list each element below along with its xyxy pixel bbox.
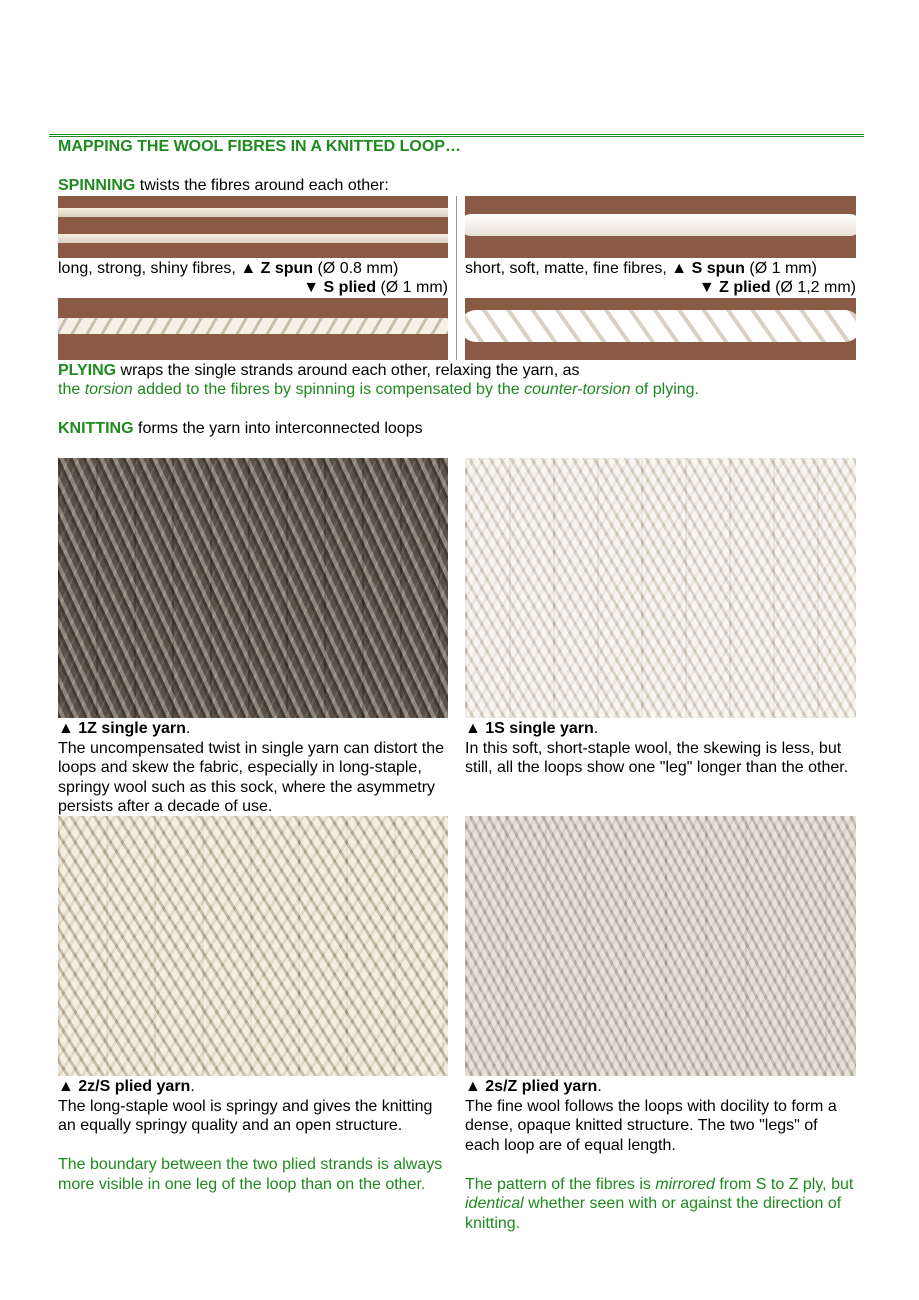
note-c: whether seen with or against the direction of knitting. [465, 1195, 842, 1232]
knit-2zs-plied-photo [58, 816, 448, 1076]
knit-1s-single-photo [465, 458, 856, 718]
torsion-term: torsion [84, 381, 133, 398]
caption-1s-body: In this soft, short-staple wool, the skewing is less, but still, all the loops show one "leg" longer than the other. [465, 739, 849, 776]
mirrored-term: mirrored [655, 1175, 715, 1193]
note-b: from S to Z ply, but [714, 1175, 854, 1193]
knit-2sz-plied-photo [465, 816, 856, 1076]
knitting-text: forms the yarn into interconnected loops [133, 420, 423, 437]
left-ply-diameter: (Ø 1 mm) [376, 279, 448, 296]
header-rule-top [49, 134, 864, 135]
caption-2sz-note [465, 1175, 856, 1234]
caption-2sz-title: ▲ 2s/Z plied yarn [465, 1078, 598, 1095]
left-spec-bold: Z spun [260, 260, 314, 277]
plying-line2-a: the [58, 381, 85, 398]
plying-line2 [58, 380, 699, 400]
right-yarn-spec-line1 [465, 259, 817, 279]
right-spec-diameter: (Ø 1 mm) [744, 260, 817, 277]
right-ply-bold: ▼ Z plied [698, 279, 771, 296]
page-title: MAPPING THE WOOL FIBRES IN A KNITTED LOOP… [58, 138, 461, 155]
right-ply-diameter: (Ø 1,2 mm) [770, 279, 856, 296]
knitting-keyword: KNITTING [58, 420, 134, 437]
left-spec-diameter: (Ø 0.8 mm) [313, 260, 399, 277]
plying-text: wraps the single strands around each other, relaxing the yarn, as [116, 362, 580, 379]
note-a: The pattern of the fibres is [465, 1175, 656, 1193]
spinning-text: twists the fibres around each other: [135, 177, 389, 194]
caption-2zs: ▲ 2z/S plied yarn. The long-staple wool is springy and gives the knitting an equally springy quality and an open structure. The boundary between the two plied strands is always more visible in one leg of the loop than on the other. [58, 1077, 448, 1194]
caption-2sz: ▲ 2s/Z plied yarn. The fine wool follows the loops with docility to form a dense, opaque knitted structure. The two "legs" of each loop are of equal length. The pattern of the fibres is mirrored from S to Z ply, but identical whether seen with or against the direction of knitting. [465, 1077, 856, 1233]
caption-1s: ▲ 1S single yarn. In this soft, short-staple wool, the skewing is less, but still, all the loops show one "leg" longer than the other. [465, 719, 856, 778]
z-plied-yarn-photo [465, 298, 856, 360]
caption-2zs-body: The long-staple wool is springy and gives the knitting an equally springy quality and an open structure. [58, 1097, 433, 1134]
left-yarn-spec-line1 [58, 259, 398, 279]
caption-1z-body: The uncompensated twist in single yarn can distort the loops and skew the fabric, especially in long-staple, springy wool such as this sock, where the asymmetry persists after a decade of use. [58, 739, 444, 815]
caption-2sz-body: The fine wool follows the loops with docility to form a dense, opaque knitted structure. The two "legs" of each loop are of equal length. [465, 1097, 837, 1154]
knitting-line [58, 419, 423, 439]
spinning-keyword: SPINNING [58, 177, 136, 194]
knit-1z-single-photo [58, 458, 448, 718]
right-spec-text: short, soft, matte, fine fibres, ▲ [465, 260, 692, 277]
caption-1s-title: ▲ 1S single yarn [465, 720, 594, 737]
right-spec-bold: S spun [691, 260, 745, 277]
s-spun-yarn-photo [465, 196, 856, 258]
left-spec-text: long, strong, shiny fibres, ▲ [58, 260, 261, 277]
caption-2zs-title: ▲ 2z/S plied yarn [58, 1078, 191, 1095]
plying-line2-c: of plying. [630, 381, 699, 398]
caption-2zs-note: The boundary between the two plied strands is always more visible in one leg of the loop than on the other. [58, 1156, 443, 1193]
plying-line2-b: added to the fibres by spinning is compensated by the [132, 381, 525, 398]
caption-1z-title: ▲ 1Z single yarn [58, 720, 186, 737]
counter-torsion-term: counter-torsion [524, 381, 631, 398]
left-ply-bold: ▼ S plied [303, 279, 376, 296]
column-divider [456, 196, 457, 360]
spinning-line [58, 176, 389, 196]
header-rule-bottom [49, 136, 864, 137]
plying-keyword: PLYING [58, 362, 117, 379]
z-spun-yarn-photo [58, 196, 448, 258]
right-yarn-spec-line2 [465, 278, 856, 298]
s-plied-yarn-photo [58, 298, 448, 360]
identical-term: identical [465, 1195, 524, 1212]
caption-1z: ▲ 1Z single yarn. The uncompensated twist in single yarn can distort the loops and skew the fabric, especially in long-staple, springy wool such as this sock, where the asymmetry persists after a decade of use. [58, 719, 448, 817]
left-yarn-spec-line2 [58, 278, 448, 298]
plying-line1 [58, 361, 579, 381]
